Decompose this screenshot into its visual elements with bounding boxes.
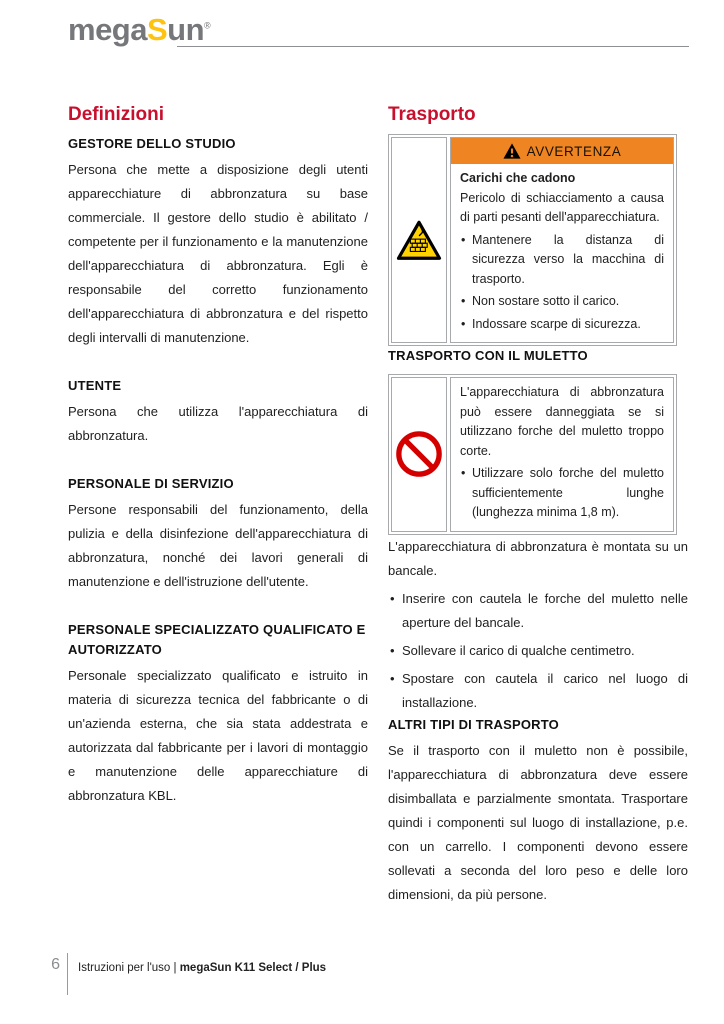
prohibition-icon-cell <box>391 377 447 532</box>
other-transport-heading: ALTRI TIPI DI TRASPORTO <box>388 716 559 732</box>
registered-mark: ® <box>204 20 211 31</box>
warning-header-label: AVVERTENZA <box>526 143 622 159</box>
logo-text-gray1: mega <box>68 12 147 47</box>
forklift-heading: TRASPORTO CON IL MULETTO <box>388 348 588 363</box>
warning-bullet: • Indossare scarpe di sicurezza. <box>460 315 664 335</box>
definition-heading: PERSONALE SPECIALIZZATO QUALIFICATO E AUTORIZZATO <box>68 622 366 657</box>
warning-bullet-list <box>460 231 664 335</box>
brand-logo <box>68 12 210 48</box>
definitions-sections <box>68 134 368 808</box>
definition-section <box>68 376 368 448</box>
warning-content-cell <box>450 137 674 343</box>
definition-body: Persone responsabili del funzionamento, della pulizia e della disinfezione dell'apparecchiatura di abbronzatura, nonché dei lavori generali di manutenzione e dell'istruzione dell'utente. <box>68 502 368 589</box>
warning-bullet: • Non sostare sotto il carico. <box>460 292 664 312</box>
warning-box-falling-loads <box>388 134 677 346</box>
header-rule <box>177 46 689 47</box>
forklift-body <box>451 378 673 531</box>
definition-section <box>68 134 368 350</box>
forklift-bullet-list <box>460 464 664 523</box>
transport-column <box>388 104 688 907</box>
definition-section <box>68 474 368 594</box>
forklift-content-cell <box>450 377 674 532</box>
footer-text-regular: Istruzioni per l'uso | <box>78 962 180 974</box>
pallet-bullet-list <box>388 587 688 715</box>
definition-heading: UTENTE <box>68 378 122 393</box>
pallet-paragraph: L'apparecchiatura di abbronzatura è montata su un bancale. <box>388 538 688 578</box>
prohibition-icon <box>395 430 443 478</box>
forklift-notice-text: L'apparecchiatura di abbronzatura può essere danneggiata se si utilizzano forche del muletto troppo corte. <box>460 385 664 458</box>
definitions-title: Definizioni <box>68 104 165 125</box>
suspended-load-warning-icon <box>396 220 442 261</box>
warning-icon-cell <box>391 137 447 343</box>
other-transport-paragraph: Se il trasporto con il muletto non è possibile, l'apparecchiatura di abbronzatura deve essere disimballata e parzialmente smontata. Trasportare quindi i componenti sul luogo di installazione, p.e. con un carrello. I componenti devono essere sollevati a seconda del loro peso e delle loro dimensioni, da più persone. <box>388 742 688 902</box>
definitions-column <box>68 104 368 808</box>
definition-heading: PERSONALE DI SERVIZIO <box>68 476 234 491</box>
warning-hazard-text: Pericolo di schiacciamento a causa di parti pesanti dell'apparecchiatura. <box>460 190 664 224</box>
warning-body <box>451 164 673 342</box>
warning-bullet: • Mantenere la distanza di sicurezza verso la macchina di trasporto. <box>460 231 664 290</box>
pallet-bullet: • Inserire con cautela le forche del muletto nelle aperture del bancale. <box>388 587 688 635</box>
definition-body: Personale specializzato qualificato e istruito in materia di sicurezza tecnica del fabbricante o di un'azienda esterna, che sia stata addestrata e autorizzata dal fabbricante per i lavori di montaggio e manutenzione delle apparecchiature di abbronzatura KBL. <box>68 668 368 803</box>
pallet-bullet: • Sollevare il carico di qualche centimetro. <box>388 639 688 663</box>
forklift-bullet: • Utilizzare solo forche del muletto sufficientemente lunghe (lunghezza minima 1,8 m). <box>460 464 664 523</box>
pallet-bullet: • Spostare con cautela il carico nel luogo di installazione. <box>388 667 688 715</box>
footer-text-bold: megaSun K11 Select / Plus <box>179 962 327 974</box>
warning-header-bar <box>451 138 673 164</box>
logo-text-accent: S <box>146 12 168 47</box>
notice-box-forklift <box>388 374 677 535</box>
warning-hazard-title: Carichi che cadono <box>460 171 576 185</box>
transport-title: Trasporto <box>388 104 476 125</box>
definition-body: Persona che utilizza l'apparecchiatura di abbronzatura. <box>68 404 368 443</box>
warning-triangle-icon <box>503 143 521 159</box>
logo-text-gray2: un <box>167 12 205 47</box>
definition-heading: GESTORE DELLO STUDIO <box>68 136 236 151</box>
page-number: 6 <box>51 956 60 973</box>
footer-text <box>78 962 326 974</box>
definition-body: Persona che mette a disposizione degli utenti apparecchiature di abbronzatura su base commerciale. Il gestore dello studio è abilitato / competente per il funzionamento e la manutenzione dell'apparecchiatura di abbronzatura. Egli è responsabile del corretto funzionamento dell'apparecchiatura di abbronzatura e del rispetto degli intervalli di manutenzione. <box>68 162 368 345</box>
footer-divider <box>67 953 68 995</box>
definition-section <box>68 620 368 808</box>
